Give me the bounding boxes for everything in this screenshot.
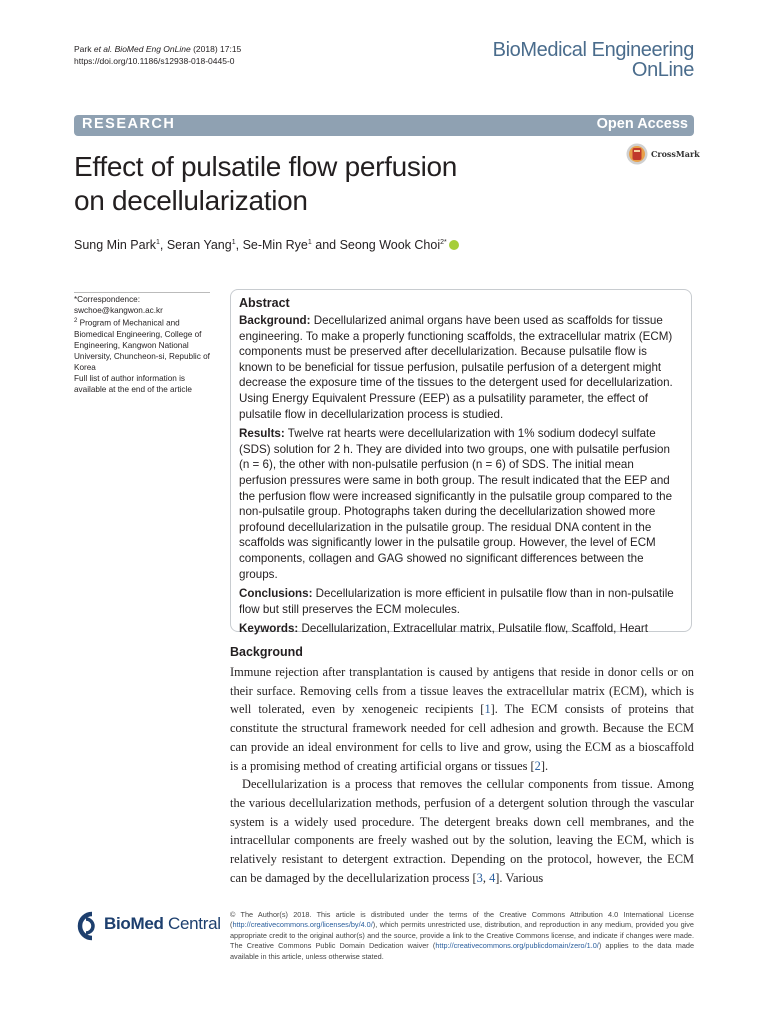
biomed-central-icon <box>72 911 100 941</box>
author-list <box>74 238 459 252</box>
body-text-run: Decellularization is a process that removes the cellular components from tissue. Among the various decellularization methods, perfusion of a detergent solution through the vascular system is a widely used procedure. The detergent breaks down cell membranes, and the intracellular components are freely washed out by the solution, leaving the ECM, which is relatively resistant to detergent extraction. Depending on the protocol, however, the ECM can be damaged by the decellularization process [ <box>230 777 694 885</box>
affiliation-marker: 1 <box>231 238 236 246</box>
license-text <box>230 910 694 962</box>
abstract-keywords-label: Keywords: <box>239 622 299 636</box>
abstract-results <box>239 426 683 582</box>
abstract-keywords-text: Decellularization, Extracellular matrix, Pulsatile flow, Scaffold, Heart <box>298 622 648 636</box>
affiliation-text <box>74 316 214 373</box>
open-access-label: Open Access <box>596 116 688 132</box>
crossmark-badge[interactable] <box>626 143 700 167</box>
article-title-line2: on decellularization <box>74 185 308 216</box>
central-label: Central <box>163 914 221 933</box>
abstract-conclusions-text: Decellularization is more efficient in pulsatile flow than in non-pulsatile flow but still preserves the ECM molecules. <box>239 587 674 616</box>
affiliation-body: Program of Mechanical and Biomedical Engineering, College of Engineering, Kangwon National University, Chuncheon-si, Republic of Korea <box>74 318 210 372</box>
abstract-box <box>230 289 692 636</box>
abstract-background-text: Decellularized animal organs have been used as scaffolds for tissue engineering. To make a properly functioning scaffolds, the extracellular matrix (ECM) components must be preserved after decellularization. Because pulsatile flow is known to be beneficial for tissue perfusion, pulsatile perfusion of a detergent might decrease the exposure time of the tissues to the detergent used for decellularization. Using Energy Equivalent Pressure (EEP) as a pulsatility parameter, the effect of pulsatile flow in decellularization process is studied. <box>239 314 673 421</box>
correspondence-sidebar <box>74 294 214 395</box>
body-text-run: ]. The ECM consists of proteins that constitute the structural framework needed for cell adhesion and growth. Because the ECM can provide an ideal environment for cells to live and grow, using the ECM as a bioscaffold is a promising method of creating artificial organs or tissues [ <box>230 702 694 773</box>
abstract-conclusions-label: Conclusions: <box>239 587 313 601</box>
article-type-band <box>74 115 694 136</box>
abstract-heading: Abstract <box>239 296 290 310</box>
affiliation-marker: 1 <box>307 238 312 246</box>
public-domain-link[interactable]: http://creativecommons.org/publicdomain/zero/1.0/ <box>435 941 599 951</box>
citation-author: Park <box>74 44 92 54</box>
journal-name <box>493 40 694 80</box>
reference-link[interactable]: 1 <box>484 702 491 717</box>
license-run: ) applies to the data made available in this article, unless otherwise stated. <box>230 941 695 961</box>
author-name[interactable]: , Seran Yang <box>159 238 232 252</box>
citation-journal: et al. BioMed Eng OnLine <box>91 44 191 54</box>
body-paragraph <box>230 775 694 887</box>
article-type-label: RESEARCH <box>82 116 176 132</box>
correspondence-email[interactable]: swchoe@kangwon.ac.kr <box>74 306 163 315</box>
body-text-run: ]. <box>540 758 549 773</box>
doi-link[interactable]: https://doi.org/10.1186/s12938-018-0445-0 <box>74 56 235 66</box>
orcid-icon[interactable] <box>449 240 459 250</box>
reference-link[interactable]: 3 <box>476 870 483 885</box>
affiliation-marker: 2 <box>74 318 78 324</box>
article-title <box>74 150 594 218</box>
license-run: © The Author(s) 2018. This article is distributed under the terms of the Creative Commons Attribution 4.0 International License ( <box>230 910 694 930</box>
crossmark-icon <box>626 143 648 165</box>
body-text-run: ]. Various <box>495 870 544 885</box>
body-text <box>230 663 694 887</box>
correspondence-label: *Correspondence: <box>74 295 140 304</box>
biomed-central-logo <box>72 911 222 941</box>
section-heading-background: Background <box>230 645 303 659</box>
article-title-line1: Effect of pulsatile flow perfusion <box>74 151 458 182</box>
license-link[interactable]: http://creativecommons.org/licenses/by/4.0/ <box>232 920 373 930</box>
crossmark-label: CrossMark <box>651 149 700 159</box>
abstract-results-label: Results: <box>239 427 285 441</box>
citation-volume: (2018) 17:15 <box>190 44 242 54</box>
affiliation-marker: 2* <box>440 238 447 246</box>
author-name[interactable]: Sung Min Park <box>74 238 156 252</box>
abstract-keywords <box>239 621 683 637</box>
journal-name-line1: BioMedical Engineering <box>492 39 694 61</box>
journal-name-line2: OnLine <box>631 59 694 81</box>
body-paragraph <box>230 663 694 775</box>
reference-link[interactable]: 4 <box>489 870 496 885</box>
abstract-background-label: Background: <box>239 314 311 327</box>
reference-link[interactable]: 2 <box>534 758 541 773</box>
citation-header <box>74 43 241 67</box>
abstract-background <box>239 313 683 422</box>
affiliation-marker: 1 <box>155 238 160 246</box>
abstract-results-text: Twelve rat hearts were decellularization with 1% sodium dodecyl sulfate (SDS) solution for 2 h. They are divided into two groups, one with pulsatile perfusion (n = 6), the other with non-pulsatile perfusion (n = 6) of SDS. The initial mean perfusion pressures were same in both group. The result indicated that the EEP and the perfusion flow were increased significantly in the pulsatile group compared to the non-pulsatile group. Photographs taken during the decellularization showed more profound decellularization in the pulsatile group. The residual DNA content in the scaffolds was significantly lower in the pulsatile group. However, the level of ECM components, collagen and GAG showed no significant differences between the groups. <box>239 427 673 581</box>
license-run: ), which permits unrestricted use, distribution, and reproduction in any medium, provided you give appropriate credit to the original author(s) and the source, provide a link to the Creative Commons license, and indicate if changes were made. The Creative Commons Public Domain Dedication waiver ( <box>230 920 694 951</box>
biomed-label: BioMed <box>104 914 164 933</box>
author-name[interactable]: and Seong Wook Choi <box>311 238 441 252</box>
abstract-conclusions <box>239 586 683 617</box>
body-text-run: , <box>482 870 490 885</box>
author-name[interactable]: , Se-Min Rye <box>235 238 308 252</box>
sidebar-divider <box>74 292 210 293</box>
body-text-run: Immune rejection after transplantation is caused by antigens that reside in donor cells or on their surface. Removing cells from a tissue leaves the extracellular matrix (ECM), which is well tolerated, even by xenogeneic recipients [ <box>230 665 694 717</box>
author-info-note: Full list of author information is available at the end of the article <box>74 373 192 394</box>
